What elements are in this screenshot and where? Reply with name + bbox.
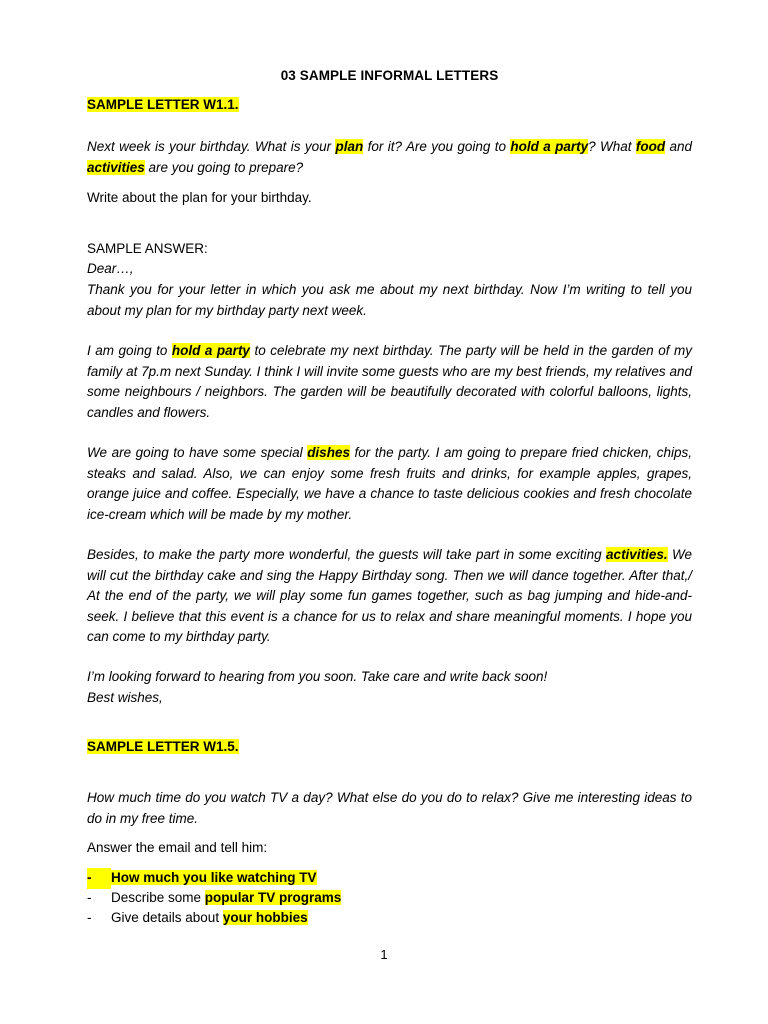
paragraph-text: We are going to have some special: [87, 445, 308, 460]
prompt-text: are you going to prepare?: [144, 159, 304, 175]
highlight-your-hobbies: your hobbies: [222, 910, 308, 925]
closing-line: I’m looking forward to hearing from you soon. Take care and write back soon!: [87, 669, 548, 684]
highlight-food: food: [635, 139, 666, 154]
highlight-dishes: dishes: [307, 445, 350, 460]
answer-paragraph-2: [87, 341, 692, 423]
highlight-activities: activities.: [606, 547, 668, 562]
bullet-dash: -: [87, 868, 111, 889]
sample-answer-label: SAMPLE ANSWER:: [87, 241, 208, 256]
bullet-item: [87, 888, 692, 909]
paragraph-text: We will cut the birthday cake and sing the Happy Birthday song. Then we will dance together. After that,/ At the end of the party, we will play some fun games together, such as bag jumping and hide-and-seek. I believe that this event is a chance for us to relax and share meaningful moments. I hope you can come to my birthday party.: [87, 547, 692, 644]
bullet-text: Give details about: [111, 910, 223, 925]
highlight-hold-a-party: hold a party: [171, 343, 250, 358]
answer-paragraph-4: [87, 545, 692, 648]
letter1-prompt: [87, 137, 692, 178]
highlight-popular-tv-programs: popular TV programs: [204, 890, 342, 905]
bullet-dash: -: [87, 890, 92, 905]
salutation: Dear…,: [87, 261, 134, 276]
prompt-text: and: [665, 139, 692, 154]
highlight-watching-tv: How much you like watching TV: [111, 870, 317, 885]
paragraph-text: I am going to: [87, 343, 172, 358]
answer-paragraph-1: Thank you for your letter in which you ask me about my next birthday. Now I’m writing to tell you about my plan for my birthday party next week.: [87, 282, 692, 318]
prompt-text: Next week is your birthday. What is your: [87, 139, 336, 154]
letter1-instruction: Write about the plan for your birthday.: [87, 190, 312, 205]
letter2-instruction: Answer the email and tell him:: [87, 840, 268, 855]
page-number: 1: [380, 947, 388, 962]
letter1-heading: [87, 95, 692, 116]
paragraph-text: Besides, to make the party more wonderful, the guests will take part in some exciting: [87, 547, 607, 562]
highlight-activities: activities: [87, 159, 145, 175]
bullet-dash: -: [87, 910, 92, 925]
letter1-heading-text: SAMPLE LETTER W1.1.: [87, 97, 239, 112]
paragraph-text: for the party. I am going to prepare fried chicken, chips, steaks and salad. Also, we can enjoy some fresh fruits and drinks, for example apples, grapes, orange juice and coffee. Especially, we have a chance to taste delicious cookies and fresh chocolate ice-cream which will be made by my mother.: [87, 445, 693, 522]
bullet-item: [87, 868, 692, 889]
prompt-text: ? What: [588, 139, 636, 154]
sign-off: Best wishes,: [87, 690, 163, 705]
prompt-text: for it? Are you going to: [363, 139, 511, 154]
letter2-prompt: How much time do you watch TV a day? What else do you do to relax? Give me interesting ideas to do in my free time.: [87, 790, 692, 826]
bullet-item: [87, 908, 692, 929]
letter2-heading-text: SAMPLE LETTER W1.5.: [87, 739, 239, 754]
answer-paragraph-3: [87, 443, 692, 525]
bullet-text: Describe some: [111, 890, 205, 905]
paragraph-text: to celebrate my next birthday. The party will be held in the garden of my family at 7p.m next Sunday. I think I will invite some guests who are my best friends, my relatives and some neighbours / neighbors. The garden will be beautifully decorated with colorful balloons, lights, candles and flowers.: [87, 343, 692, 420]
highlight-plan: plan: [335, 139, 364, 154]
letter2-heading: [87, 737, 692, 758]
highlight-hold-a-party: hold a party: [510, 139, 589, 154]
document-title: 03 SAMPLE INFORMAL LETTERS: [280, 68, 499, 83]
